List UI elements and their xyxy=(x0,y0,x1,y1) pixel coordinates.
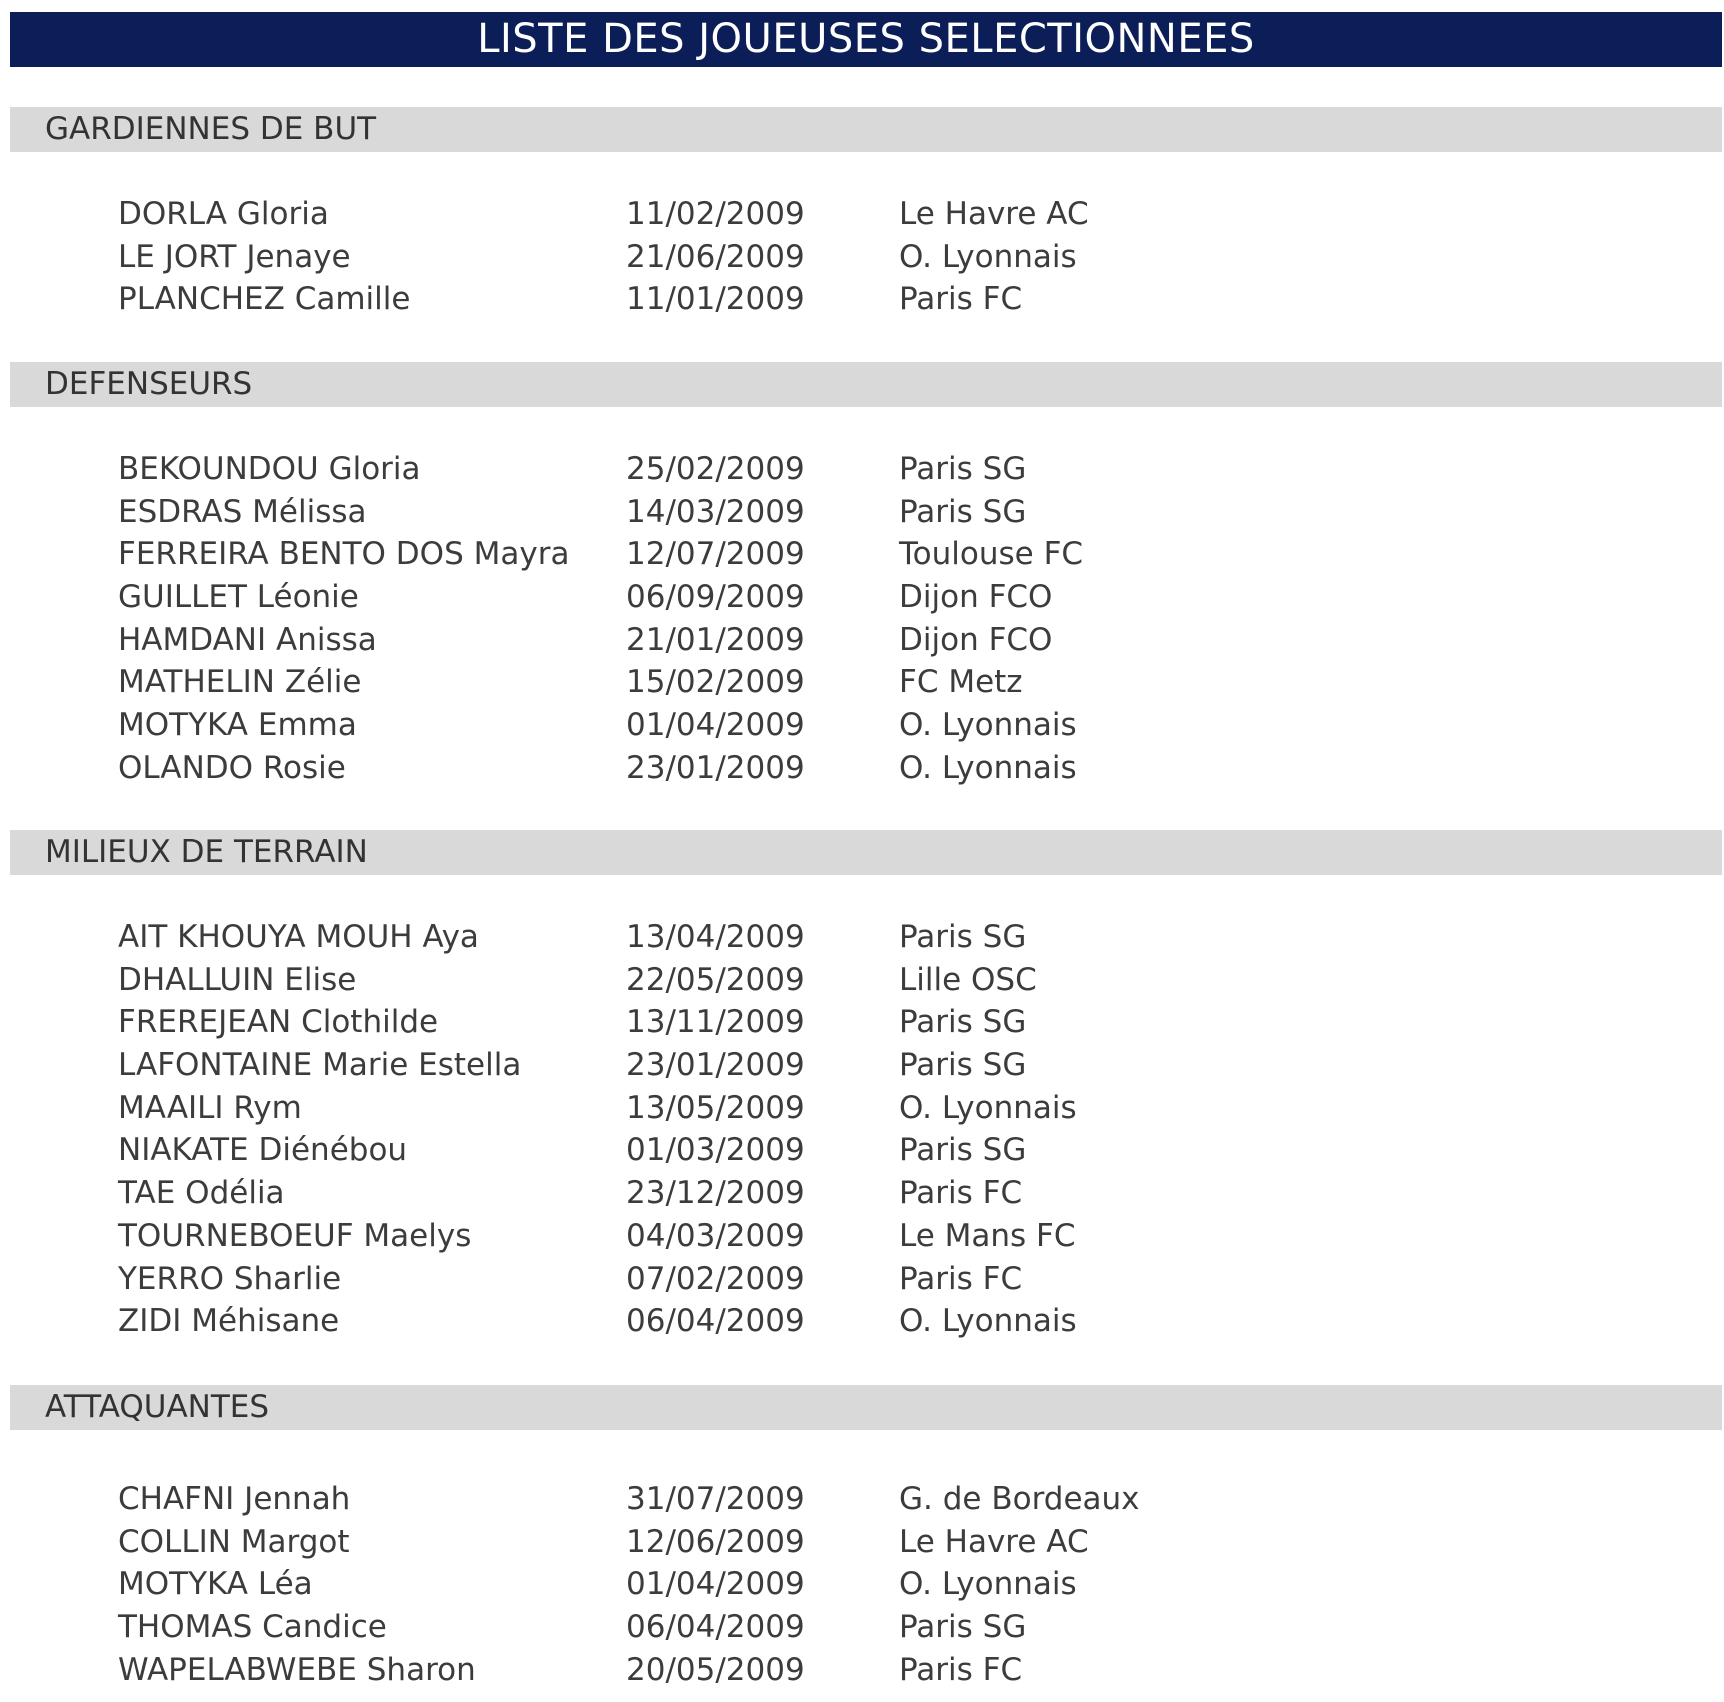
player-birthdate: 23/01/2009 xyxy=(626,749,805,786)
player-list-forwards xyxy=(118,1478,1140,1691)
section-header-forwards xyxy=(10,1385,1722,1430)
player-club: Paris FC xyxy=(899,281,1023,318)
player-name: ZIDI Méhisane xyxy=(118,1303,340,1340)
player-name: TAE Odélia xyxy=(118,1175,285,1212)
player-club: Paris SG xyxy=(899,1004,1027,1041)
player-name: DHALLUIN Elise xyxy=(118,961,357,998)
player-row xyxy=(118,278,1118,321)
player-name: AIT KHOUYA MOUH Aya xyxy=(118,919,479,955)
player-name: ESDRAS Mélissa xyxy=(118,493,367,530)
player-row xyxy=(118,1044,1118,1087)
player-birthdate: 15/02/2009 xyxy=(626,664,805,701)
player-row xyxy=(118,533,1118,576)
player-list-defenders xyxy=(118,448,1118,790)
player-birthdate: 31/07/2009 xyxy=(626,1481,805,1517)
section-label: MILIEUX DE TERRAIN xyxy=(45,834,368,870)
player-row xyxy=(118,576,1118,619)
player-club: O. Lyonnais xyxy=(899,1303,1077,1340)
player-row xyxy=(118,619,1118,662)
section-label: GARDIENNES DE BUT xyxy=(45,111,377,147)
player-club: Le Havre AC xyxy=(899,196,1089,232)
player-name: NIAKATE Diénébou xyxy=(118,1132,408,1169)
player-club: O. Lyonnais xyxy=(899,1566,1077,1603)
player-name: MOTYKA Emma xyxy=(118,707,357,744)
player-row xyxy=(118,491,1118,534)
player-club: Paris SG xyxy=(899,493,1027,530)
player-birthdate: 01/03/2009 xyxy=(626,1132,805,1169)
player-row xyxy=(118,704,1118,747)
player-name: FREREJEAN Clothilde xyxy=(118,1004,439,1041)
section-header-midfielders xyxy=(10,830,1722,875)
player-birthdate: 06/04/2009 xyxy=(626,1609,805,1646)
section-label: ATTAQUANTES xyxy=(45,1389,270,1425)
player-birthdate: 11/02/2009 xyxy=(626,196,805,232)
player-list-goalkeepers xyxy=(118,193,1118,321)
player-birthdate: 21/01/2009 xyxy=(626,621,805,658)
player-row xyxy=(118,1172,1118,1215)
player-birthdate: 06/09/2009 xyxy=(626,579,805,616)
player-row xyxy=(118,1478,1140,1521)
player-name: FERREIRA BENTO DOS Mayra xyxy=(118,536,570,573)
player-club: O. Lyonnais xyxy=(899,238,1077,275)
player-club: Paris SG xyxy=(899,919,1027,955)
player-club: Paris SG xyxy=(899,1609,1027,1646)
player-birthdate: 13/04/2009 xyxy=(626,919,805,955)
player-club: Le Havre AC xyxy=(899,1523,1089,1560)
player-row xyxy=(118,747,1118,790)
player-name: CHAFNI Jennah xyxy=(118,1481,351,1517)
player-club: Toulouse FC xyxy=(899,536,1084,573)
section-header-defenders xyxy=(10,362,1722,407)
player-birthdate: 01/04/2009 xyxy=(626,707,805,744)
player-name: PLANCHEZ Camille xyxy=(118,281,411,318)
player-row xyxy=(118,959,1118,1002)
player-club: Paris FC xyxy=(899,1175,1023,1212)
player-list-midfielders xyxy=(118,916,1118,1343)
player-birthdate: 11/01/2009 xyxy=(626,281,805,318)
player-club: Paris SG xyxy=(899,1047,1027,1084)
player-club: Paris FC xyxy=(899,1651,1023,1688)
player-birthdate: 07/02/2009 xyxy=(626,1260,805,1297)
player-row xyxy=(118,1606,1118,1649)
player-club: G. de Bordeaux xyxy=(899,1481,1140,1517)
player-row xyxy=(118,1300,1118,1343)
player-club: O. Lyonnais xyxy=(899,707,1077,744)
player-club: Paris FC xyxy=(899,1260,1023,1297)
player-name: GUILLET Léonie xyxy=(118,579,359,616)
player-birthdate: 25/02/2009 xyxy=(626,451,805,487)
player-row xyxy=(118,193,1118,236)
player-birthdate: 13/11/2009 xyxy=(626,1004,805,1041)
player-club: Dijon FCO xyxy=(899,579,1053,616)
player-name: MATHELIN Zélie xyxy=(118,664,362,701)
section-label: DEFENSEURS xyxy=(45,366,253,402)
player-birthdate: 12/06/2009 xyxy=(626,1523,805,1560)
player-row xyxy=(118,1563,1118,1606)
player-name: HAMDANI Anissa xyxy=(118,621,377,658)
player-club: Paris SG xyxy=(899,1132,1027,1169)
player-row xyxy=(118,1087,1118,1130)
player-name: MOTYKA Léa xyxy=(118,1566,313,1603)
player-row xyxy=(118,236,1118,279)
player-birthdate: 04/03/2009 xyxy=(626,1217,805,1254)
player-row xyxy=(118,1215,1118,1258)
player-name: DORLA Gloria xyxy=(118,196,329,232)
player-club: Paris SG xyxy=(899,451,1027,487)
player-name: OLANDO Rosie xyxy=(118,749,346,786)
player-birthdate: 20/05/2009 xyxy=(626,1651,805,1688)
player-name: TOURNEBOEUF Maelys xyxy=(118,1217,472,1254)
player-birthdate: 13/05/2009 xyxy=(626,1089,805,1126)
player-row xyxy=(118,1521,1118,1564)
player-birthdate: 22/05/2009 xyxy=(626,961,805,998)
player-name: MAAILI Rym xyxy=(118,1089,302,1126)
player-club: Le Mans FC xyxy=(899,1217,1076,1254)
player-birthdate: 23/01/2009 xyxy=(626,1047,805,1084)
player-row xyxy=(118,1129,1118,1172)
player-birthdate: 23/12/2009 xyxy=(626,1175,805,1212)
player-birthdate: 06/04/2009 xyxy=(626,1303,805,1340)
player-birthdate: 14/03/2009 xyxy=(626,493,805,530)
player-name: BEKOUNDOU Gloria xyxy=(118,451,421,487)
player-name: WAPELABWEBE Sharon xyxy=(118,1651,476,1688)
page-title: LISTE DES JOUEUSES SELECTIONNEES xyxy=(10,12,1722,67)
player-club: FC Metz xyxy=(899,664,1023,701)
player-club: O. Lyonnais xyxy=(899,1089,1077,1126)
section-header-goalkeepers xyxy=(10,107,1722,152)
player-name: THOMAS Candice xyxy=(118,1609,387,1646)
player-name: LAFONTAINE Marie Estella xyxy=(118,1047,522,1084)
player-row xyxy=(118,1649,1118,1692)
player-name: LE JORT Jenaye xyxy=(118,238,351,275)
player-club: O. Lyonnais xyxy=(899,749,1077,786)
player-row xyxy=(118,661,1118,704)
player-name: YERRO Sharlie xyxy=(118,1260,342,1297)
player-name: COLLIN Margot xyxy=(118,1523,350,1560)
player-row xyxy=(118,1258,1118,1301)
player-row xyxy=(118,916,1118,959)
player-club: Lille OSC xyxy=(899,961,1037,998)
player-club: Dijon FCO xyxy=(899,621,1053,658)
player-row xyxy=(118,448,1118,491)
player-birthdate: 21/06/2009 xyxy=(626,238,805,275)
player-row xyxy=(118,1001,1118,1044)
player-birthdate: 12/07/2009 xyxy=(626,536,805,573)
player-birthdate: 01/04/2009 xyxy=(626,1566,805,1603)
